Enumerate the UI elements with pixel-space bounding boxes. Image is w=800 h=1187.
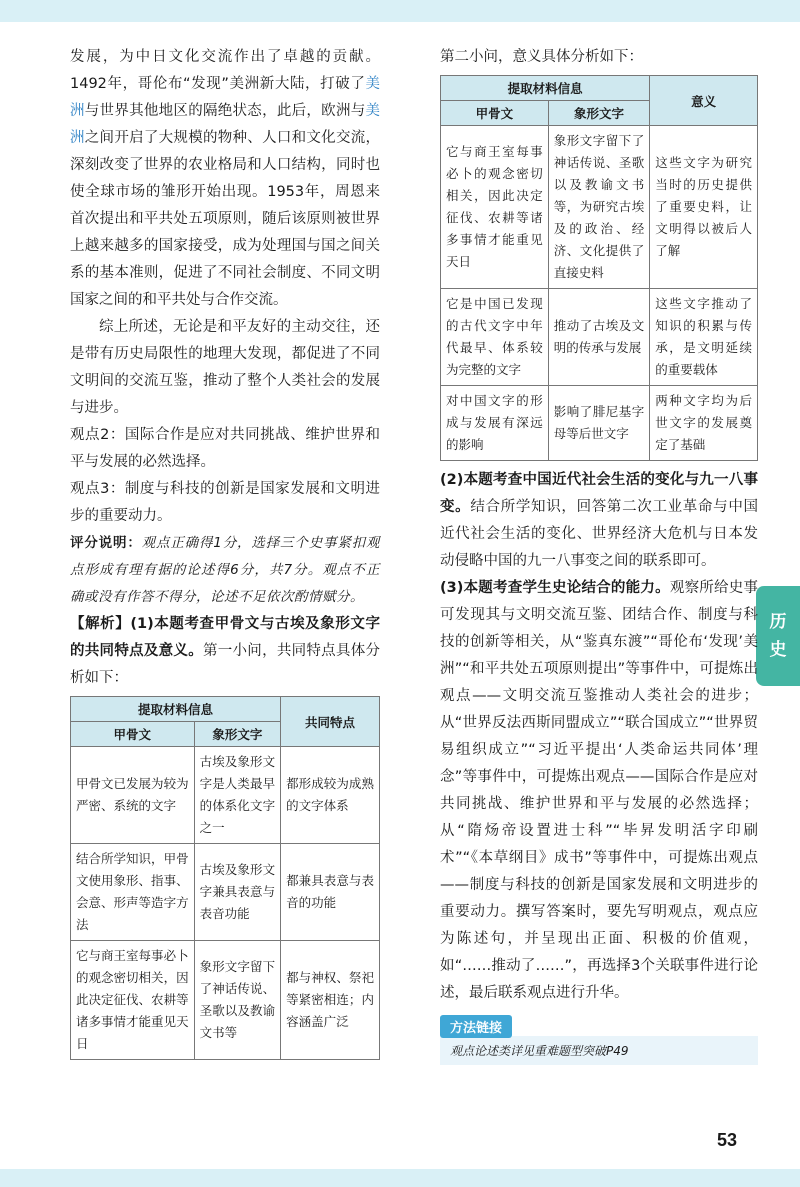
table-row: [441, 386, 758, 461]
table-cell: 它是中国已发现的古代文字中年代最早、体系较为完整的文字: [441, 289, 549, 386]
right-column: [440, 44, 758, 1065]
method-link-title: 方法链接: [440, 1015, 512, 1038]
meaning-table: [440, 75, 758, 461]
paragraph-history-exchange: 发展，为中日文化交流作出了卓越的贡献。1492年，哥伦布“发现”美洲新大陆，打破了美洲与世界其他地区的隔绝状态，此后，欧洲与美洲之间开启了大规模的物种、人口和文化交流，深刻改变了世界的农业格局和人口结构，同时也使全球市场的雏形开始出现。1953年，周恩来首次提出和平共处五项原则，随后该原则被世界上越来越多的国家接受，成为处理国与国之间关系的基本准则，促进了不同社会制度、不同文明国家之间的和平共处与合作交流。: [70, 49, 381, 308]
table-cell: 它与商王室每事必卜的观念密切相关，因此决定征伐、农耕等诸多事情才能重见天日: [441, 126, 549, 289]
page-number: 53: [717, 1130, 738, 1150]
table-header-hieroglyph: 象形文字: [194, 722, 281, 747]
subject-char: 历: [769, 612, 787, 632]
table-cell: 古埃及象形文字兼具表意与表音功能: [194, 844, 281, 941]
top-band: [0, 0, 800, 22]
paragraph-summary: 综上所述，无论是和平友好的主动交往，还是带有历史局限性的地理大发现，都促进了不同文明间的交流互鉴，推动了整个人类社会的发展与进步。: [70, 319, 380, 416]
table-header-hieroglyph: 象形文字: [548, 101, 649, 126]
table-cell: 象形文字留下了神话传说、圣歌以及教谕文书等: [194, 941, 281, 1060]
table-cell: 象形文字留下了神话传说、圣歌以及教谕文书等，为研究古埃及的政治、经济、文化提供了直接史料: [548, 126, 649, 289]
scoring-note: 评分说明：观点正确得1分，选择三个史事紧扣观点形成有理有据的论述得6分，共7分。观点不正确或没有作答不得分，论述不足依次酌情赋分。: [70, 535, 381, 605]
table-cell: 甲骨文已发展为较为严密、系统的文字: [71, 747, 195, 844]
viewpoint-3: 观点3：制度与科技的创新是国家发展和文明进步的重要动力。: [70, 481, 380, 524]
table-cell: 影响了腓尼基字母等后世文字: [548, 386, 649, 461]
table-header-oracle: 甲骨文: [71, 722, 195, 747]
analysis-intro: 【解析】(1)本题考查甲骨文与古埃及象形文字的共同特点及意义。第一小问，共同特点具体分析如下：: [70, 616, 381, 686]
left-column: [70, 44, 380, 1066]
common-features-table: [70, 696, 380, 1060]
meaning-intro: 第二小问，意义具体分析如下：: [440, 49, 643, 65]
table-cell: 推动了古埃及文明的传承与发展: [548, 289, 649, 386]
table-cell: 都兼具表意与表音的功能: [281, 844, 380, 941]
table-header-oracle: 甲骨文: [441, 101, 549, 126]
table-cell: 古埃及象形文字是人类最早的体系化文字之一: [194, 747, 281, 844]
table-row: [441, 289, 758, 386]
table-cell: 它与商王室每事必卜的观念密切相关，因此决定征伐、农耕等诸多事情才能重见天日: [71, 941, 195, 1060]
table-cell: 结合所学知识，甲骨文使用象形、指事、会意、形声等造字方法: [71, 844, 195, 941]
table-header-group: 提取材料信息: [441, 76, 650, 101]
table-header-meaning: 意义: [650, 76, 758, 126]
table-cell: 都形成较为成熟的文字体系: [281, 747, 380, 844]
subject-tab-history[interactable]: [756, 586, 800, 686]
table-cell: 都与神权、祭祀等紧密相连；内容涵盖广泛: [281, 941, 380, 1060]
table-header-group: 提取材料信息: [71, 697, 281, 722]
table-cell: 对中国文字的形成与发展有深远的影响: [441, 386, 549, 461]
table-row: [71, 844, 380, 941]
method-link-box: [440, 1015, 758, 1065]
method-link-text: 观点论述类详见重难题型突破P49: [440, 1036, 758, 1065]
table-header-common: 共同特点: [281, 697, 380, 747]
subject-char: 史: [769, 640, 787, 660]
table-cell: 这些文字推动了知识的积累与传承，是文明延续的重要载体: [650, 289, 758, 386]
bottom-band: [0, 1169, 800, 1187]
question-2-analysis: (2)本题考查中国近代社会生活的变化与九一八事变。结合所学知识，回答第二次工业革命与中国近代社会生活的变化、世界经济大危机与日本发动侵略中国的九一八事变之间的联系即可。: [440, 472, 759, 569]
table-row: [71, 747, 380, 844]
table-cell: 两种文字均为后世文字的发展奠定了基础: [650, 386, 758, 461]
viewpoint-2: 观点2：国际合作是应对共同挑战、维护世界和平与发展的必然选择。: [70, 427, 380, 470]
table-row: [441, 126, 758, 289]
table-cell: 这些文字为研究当时的历史提供了重要史料，让文明得以被后人了解: [650, 126, 758, 289]
table-row: [71, 941, 380, 1060]
question-3-analysis: (3)本题考查学生史论结合的能力。观察所给史事可发现其与文明交流互鉴、团结合作、制度与科技的创新等相关，从“鉴真东渡”“哥伦布‘发现’美洲”“和平共处五项原则提出”等事件中，可提炼出观点——文明交流互鉴推动人类社会的进步；从“世界反法西斯同盟成立”“联合国成立”“世界贸易组织成立”“习近平提出‘人类命运共同体’理念”等事件中，可提炼出观点——国际合作是应对共同挑战、维护世界和平与发展的必然选择；从“隋炀帝设置进士科”“毕昇发明活字印刷术”“《本草纲目》成书”等事件中，可提炼出观点——制度与科技的创新是国家发展和文明进步的重要动力。撰写答案时，要先写明观点，观点应为陈述句，并呈现出正面、积极的价值观，如“……推动了……”，再选择3个关联事件进行论述，最后联系观点进行升华。: [440, 580, 759, 1001]
